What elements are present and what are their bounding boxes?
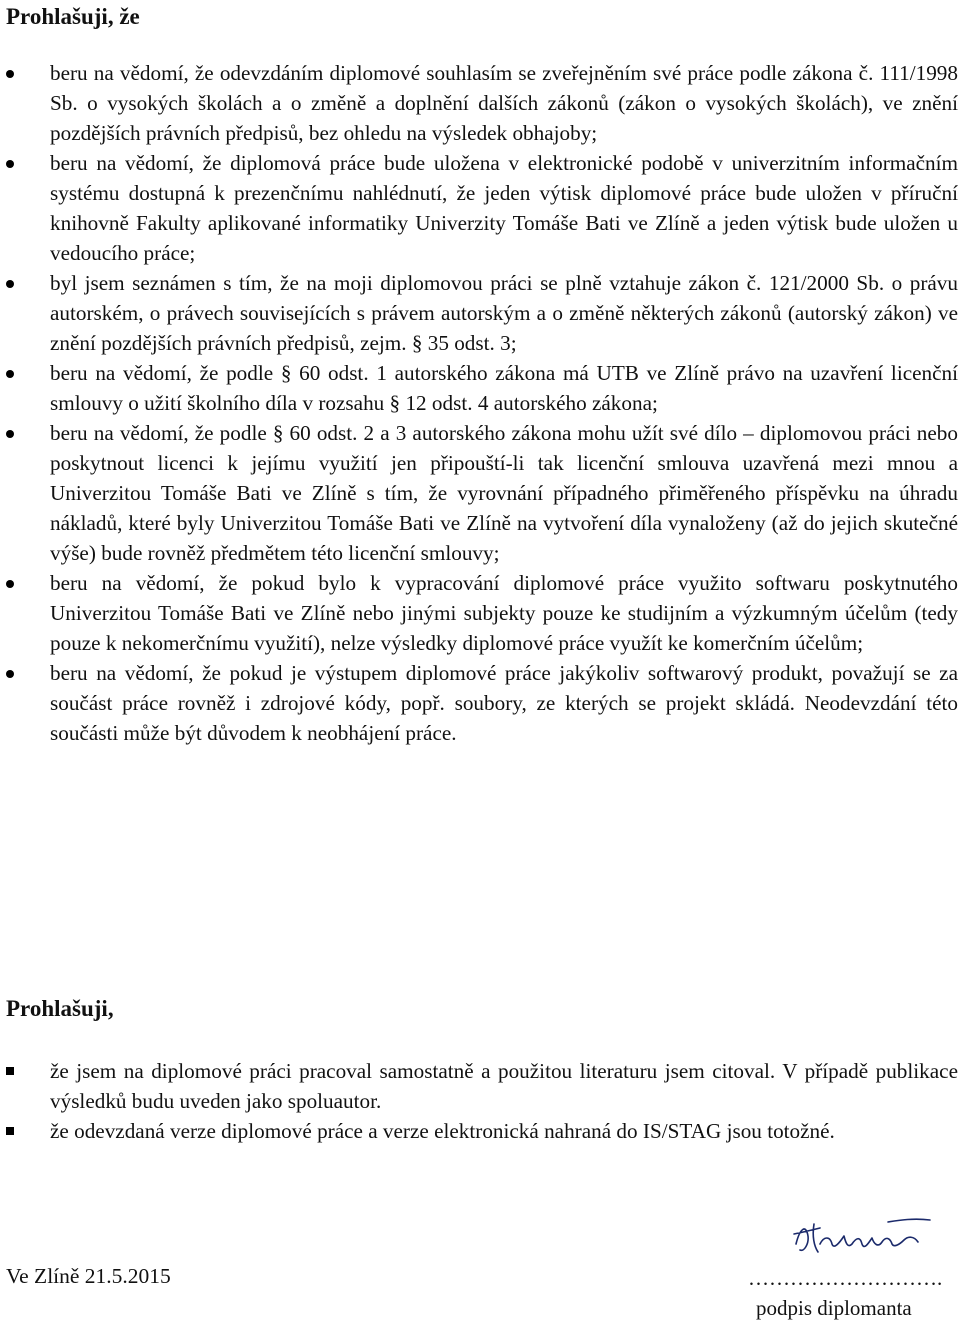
bullet-icon [6,160,14,168]
signature-label: podpis diplomanta [756,1296,912,1320]
bullet-icon [6,580,14,588]
place-date: Ve Zlíně 21.5.2015 [6,1264,171,1288]
list-item: byl jsem seznámen s tím, že na moji diplomovou práci se plně vztahuje zákon č. 121/2000 Sb. o právu autorském, o právech souvisejících s právem autorským a o změně některých zákonů (autorský zákon) ve znění pozdějších právních předpisů, zejm. § 35 odst. 3; [0,268,960,358]
heading-declaration-2: Prohlašuji, [6,996,114,1021]
signature-block [740,1212,960,1322]
list-item: beru na vědomí, že podle § 60 odst. 2 a 3 autorského zákona mohu užít své dílo – diplomovou práci nebo poskytnout licenci k jejímu využití jen připouští-li tak licenční smlouva uzavřená mezi mnou a Univerzitou Tomáše Bati ve Zlíně s tím, že vyrovnání případného přiměřeného příspěvku na úhradu nákladů, které byly Univerzitou Tomáše Bati ve Zlíně na vytvoření díla vynaloženy (až do jejich skutečné výše) bude rovněž předmětem této licenční smlouvy; [0,418,960,568]
square-bullet-icon [6,1067,14,1075]
list-item: že jsem na diplomové práci pracoval samostatně a použitou literaturu jsem citoval. V případě publikace výsledků budu uveden jako spoluautor. [0,1056,960,1116]
list-item: beru na vědomí, že odevzdáním diplomové souhlasím se zveřejněním své práce podle zákona č. 111/1998 Sb. o vysokých školách a o změně a doplnění dalších zákonů (zákon o vysokých školách), ve znění pozdějších právních předpisů, bez ohledu na výsledek obhajoby; [0,58,960,148]
list-item: beru na vědomí, že pokud je výstupem diplomové práce jakýkoliv softwarový produkt, považují se za součást práce rovněž i zdrojové kódy, popř. soubory, ze kterých se projekt skládá. Neodevzdání této součásti může být důvodem k neobhájení práce. [0,658,960,748]
declaration-list [0,58,960,748]
heading-declaration: Prohlašuji, že [6,4,140,29]
list-item: beru na vědomí, že diplomová práce bude uložena v elektronické podobě v univerzitním informačním systému dostupná k prezenčnímu nahlédnutí, že jeden výtisk diplomové práce bude uložen v příruční knihovně Fakulty aplikované informatiky Univerzity Tomáše Bati ve Zlíně a jeden výtisk bude uložen u vedoucího práce; [0,148,960,268]
bullet-icon [6,370,14,378]
square-bullet-icon [6,1127,14,1135]
bullet-icon [6,280,14,288]
signature-image [790,1214,940,1264]
bullet-icon [6,670,14,678]
list-item: beru na vědomí, že pokud bylo k vypracování diplomové práce využito softwaru poskytnutého Univerzitou Tomáše Bati ve Zlíně nebo jinými subjekty pouze ke studijním a výzkumným účelům (tedy pouze k nekomerčnímu využití), nelze výsledky diplomové práce využít ke komerčním účelům; [0,568,960,658]
declaration-list-2 [0,1056,960,1146]
list-item: beru na vědomí, že podle § 60 odst. 1 autorského zákona má UTB ve Zlíně právo na uzavření licenční smlouvy o užití školního díla v rozsahu § 12 odst. 4 autorského zákona; [0,358,960,418]
bullet-icon [6,70,14,78]
bullet-icon [6,430,14,438]
signature-line: ………………………. [748,1266,943,1290]
list-item: že odevzdaná verze diplomové práce a verze elektronická nahraná do IS/STAG jsou totožné. [0,1116,960,1146]
